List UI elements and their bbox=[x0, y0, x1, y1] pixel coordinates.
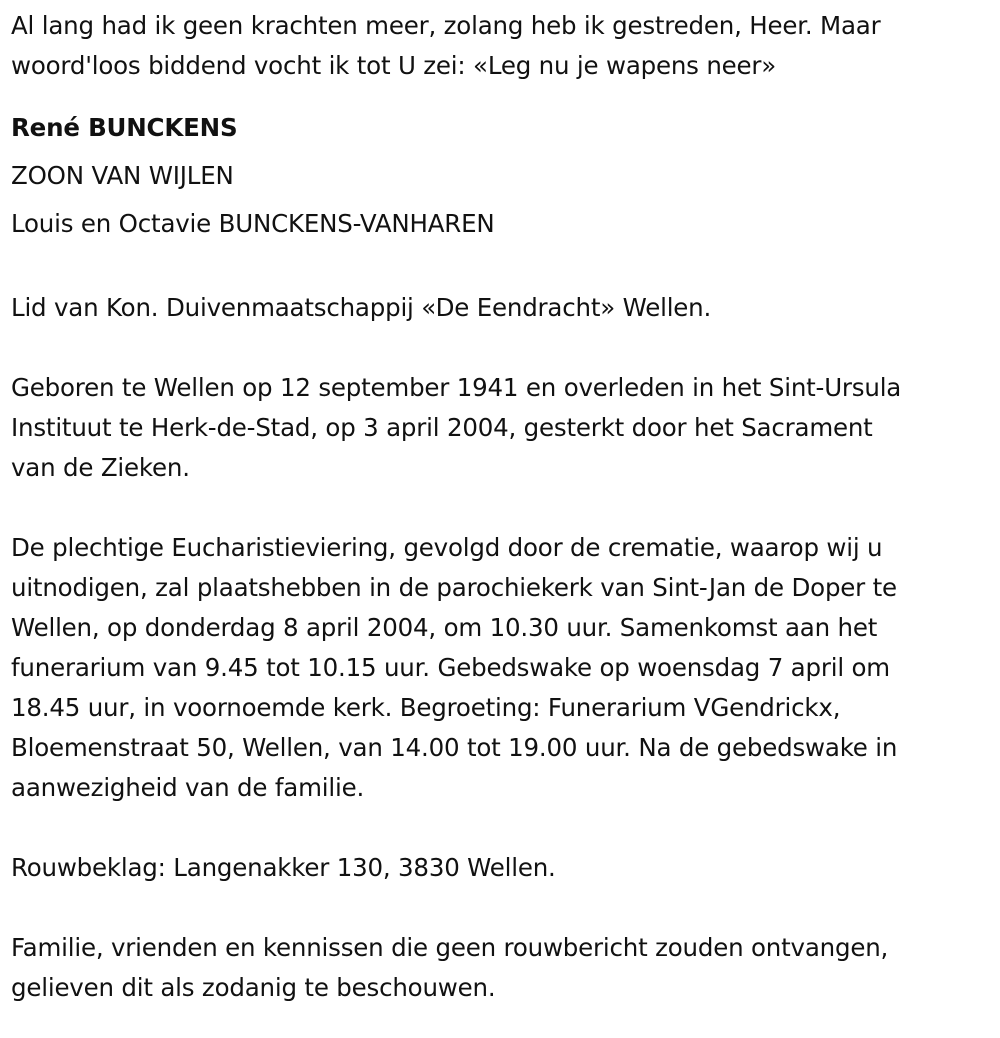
ceremony-line-2: uitnodigen, zal plaatshebben in de parochiekerk van Sint-Jan de Doper te bbox=[11, 573, 897, 602]
birth-death-line-1: Geboren te Wellen op 12 september 1941 en overleden in het Sint-Ursula bbox=[11, 373, 902, 402]
spacer bbox=[11, 328, 990, 368]
ceremony-line-3: Wellen, op donderdag 8 april 2004, om 10.30 uur. Samenkomst aan het bbox=[11, 613, 878, 642]
spacer bbox=[11, 888, 990, 928]
ceremony-line-7: aanwezigheid van de familie. bbox=[11, 773, 365, 802]
condolence-address: Rouwbeklag: Langenakker 130, 3830 Wellen. bbox=[11, 853, 556, 882]
ceremony-line-6: Bloemenstraat 50, Wellen, van 14.00 tot 19.00 uur. Na de gebedswake in bbox=[11, 733, 898, 762]
deceased-parents: Louis en Octavie BUNCKENS-VANHAREN bbox=[11, 209, 495, 238]
membership-paragraph: Lid van Kon. Duivenmaatschappij «De Eendracht» Wellen. bbox=[11, 293, 712, 322]
deceased-name: René BUNCKENS bbox=[11, 113, 238, 142]
ceremony-line-4: funerarium van 9.45 tot 10.15 uur. Gebedswake op woensdag 7 april om bbox=[11, 653, 890, 682]
birth-death-line-2: Instituut te Herk-de-Stad, op 3 april 2004, gesterkt door het Sacrament bbox=[11, 413, 873, 442]
ceremony-paragraph bbox=[11, 528, 990, 808]
poem-line-2: woord'loos biddend vocht ik tot U zei: «Leg nu je wapens neer» bbox=[11, 51, 777, 80]
spacer bbox=[11, 248, 990, 288]
ceremony-line-5: 18.45 uur, in voornoemde kerk. Begroeting: Funerarium VGendrickx, bbox=[11, 693, 841, 722]
spacer bbox=[11, 488, 990, 528]
poem-paragraph bbox=[11, 6, 990, 86]
deceased-relation: ZOON VAN WIJLEN bbox=[11, 161, 234, 190]
closing-line-1: Familie, vrienden en kennissen die geen rouwbericht zouden ontvangen, bbox=[11, 933, 889, 962]
deceased-block bbox=[11, 104, 990, 248]
spacer bbox=[11, 808, 990, 848]
poem-line-1: Al lang had ik geen krachten meer, zolang heb ik gestreden, Heer. Maar bbox=[11, 11, 881, 40]
birth-death-paragraph bbox=[11, 368, 990, 488]
ceremony-line-1: De plechtige Eucharistieviering, gevolgd door de crematie, waarop wij u bbox=[11, 533, 883, 562]
closing-line-2: gelieven dit als zodanig te beschouwen. bbox=[11, 973, 496, 1002]
closing-paragraph bbox=[11, 928, 990, 1008]
birth-death-line-3: van de Zieken. bbox=[11, 453, 190, 482]
